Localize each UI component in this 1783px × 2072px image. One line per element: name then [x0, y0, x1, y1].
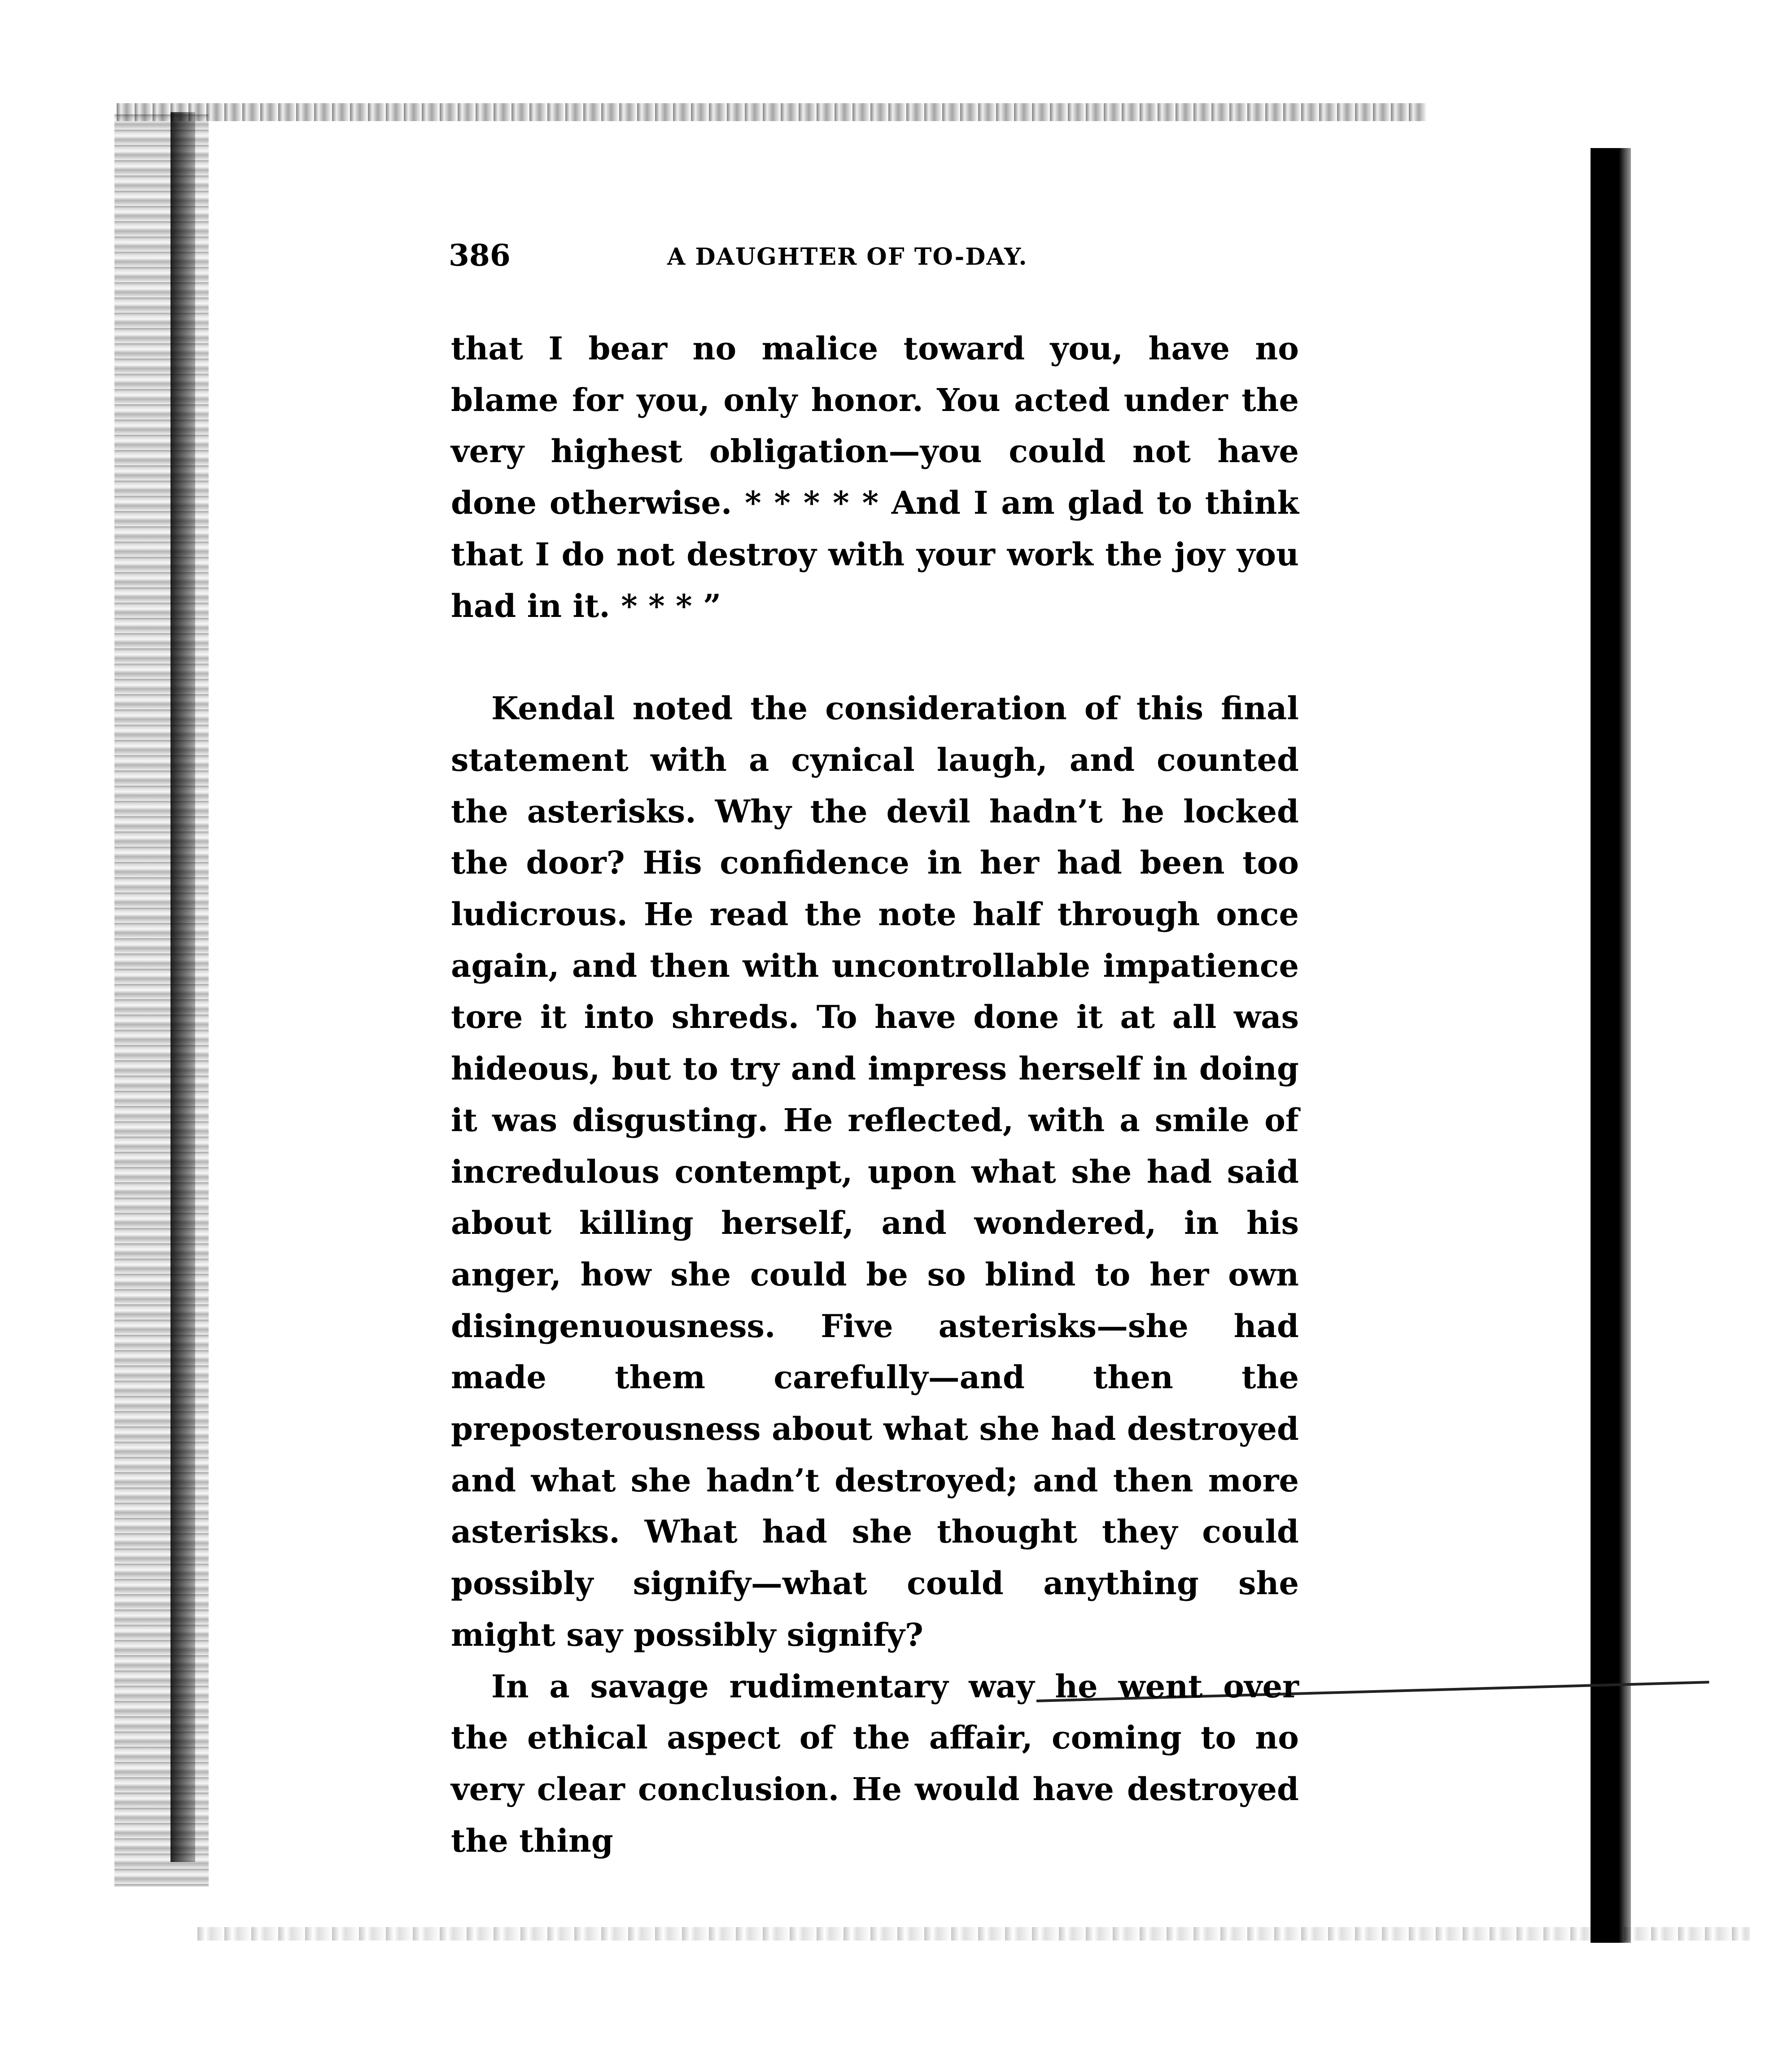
scan-top-edge-artifact	[117, 103, 1427, 121]
paragraph: Kendal noted the consideration of this final statement with a cynical laugh, and counted the asterisks. Why the devil hadn’t he locked the door? His confidence in her had been too ludicrous. He read the note half through once again, and then with uncontrollable impatience tore it into shreds. To have done it at all was hideous, but to try and impress herself in doing it was disgusting. He reflected, with a smile of incredulous contempt, upon what she had said about killing herself, and wondered, in his anger, how she could be so blind to her own disingenuousness. Five asterisks—she had made them carefully—and then the preposterousness about what she had destroyed and what she hadn’t destroyed; and then more asterisks. What had she thought they could possibly signify—what could anything she might say possibly signify?	[451, 690, 1299, 1653]
page-number: 386	[449, 238, 511, 273]
body-text	[451, 323, 1299, 1867]
scan-left-binding-shadow	[170, 112, 195, 1862]
scan-right-edge-shadow	[1591, 148, 1631, 1943]
paragraph: In a savage rudimentary way he went over the ethical aspect of the affair, coming to no very clear conclusion. He would have destroyed the thing	[451, 1667, 1299, 1859]
scan-bottom-edge-artifact	[197, 1927, 1750, 1941]
running-header	[449, 238, 1301, 283]
paragraph: that I bear no malice toward you, have no blame for you, only honor. You acted under the very highest obligation—you could not have done otherwise. * * * * * And I am glad to think that I do not destroy with your work the joy you had in it. * * * ”	[451, 330, 1299, 625]
running-title: A DAUGHTER OF TO-DAY.	[667, 243, 1028, 271]
